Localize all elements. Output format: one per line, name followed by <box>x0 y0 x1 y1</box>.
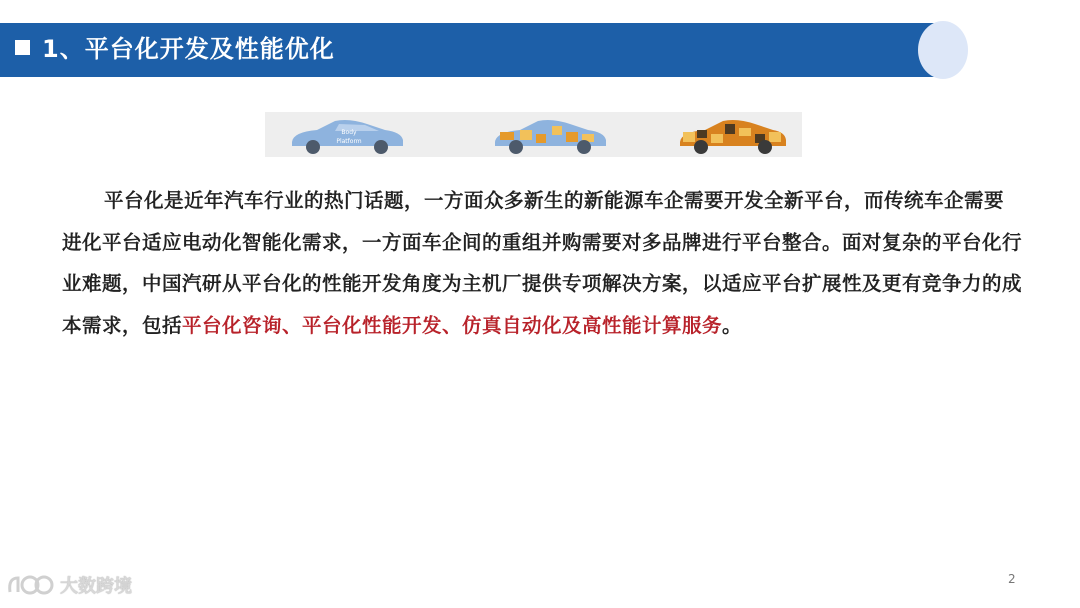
body-paragraph <box>62 180 1022 346</box>
slide-title: 1、平台化开发及性能优化 <box>42 35 335 63</box>
page-number: 2 <box>1008 572 1016 586</box>
watermark <box>6 571 132 599</box>
car-label-platform: Platform <box>336 138 362 145</box>
car-label-body: Body <box>341 129 357 136</box>
header-circle-decoration <box>918 21 968 79</box>
body-text-highlight: 平台化咨询、平台化性能开发、仿真自动化及高性能计算服务 <box>182 313 723 337</box>
car-partial-icon <box>490 112 610 157</box>
bullet-square-icon <box>15 40 30 55</box>
body-text-end: 。 <box>722 313 743 337</box>
car-full-icon <box>675 112 790 157</box>
watermark-logo-icon <box>6 572 54 598</box>
watermark-text: 大数跨境 <box>60 576 132 597</box>
car-platform-icon <box>287 112 407 157</box>
car-illustration-strip <box>265 112 802 157</box>
body-text-normal: 平台化是近年汽车行业的热门话题，一方面众多新生的新能源车企需要开发全新平台，而传统车企需要进化平台适应电动化智能化需求，一方面车企间的重组并购需要对多品牌进行平台整合。面对复杂的平台化行业难题，中国汽研从平台化的性能开发角度为主机厂提供专项解决方案，以适应平台扩展性及更有竞争力的成本需求，包括 <box>62 189 1023 337</box>
